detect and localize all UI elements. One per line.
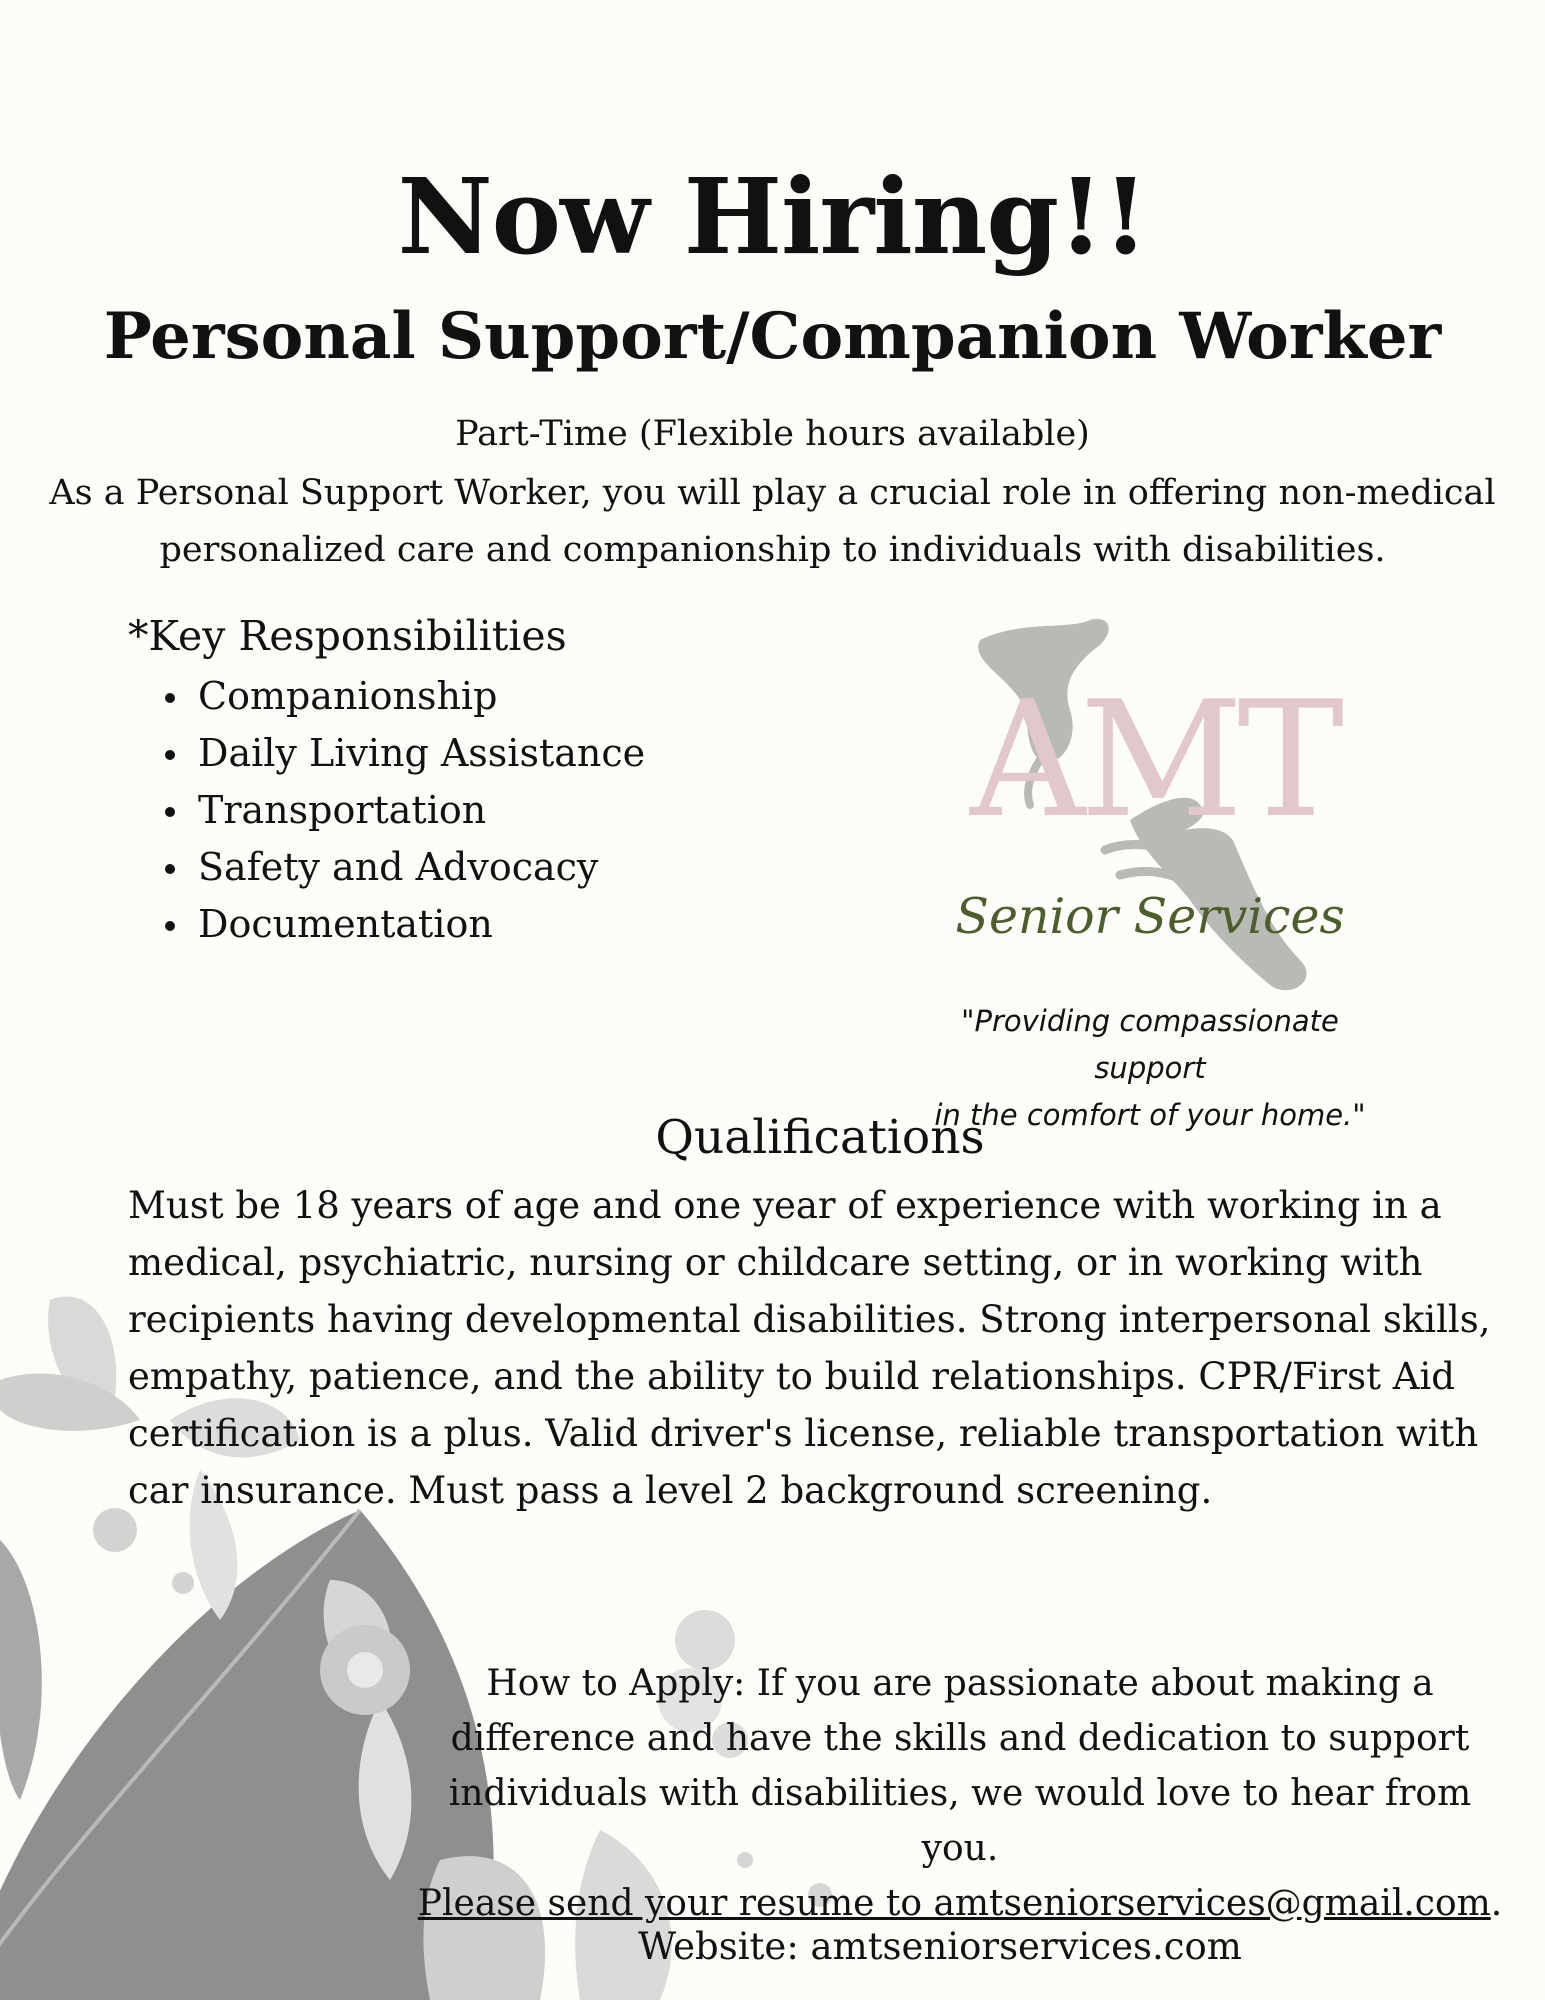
qualifications-heading: Qualifications — [655, 1110, 985, 1165]
qualifications-paragraph: Must be 18 years of age and one year of experience with working in a medical, psychiatric, nursing or childcare setting, or in working with recipients having developmental disabilities. Strong interpersonal skills, empathy, patience, and the ability to build relationships. CPR/First Aid certification is a plus. Valid driver's license, reliable transportation with car insurance. Must pass a level 2 background screening. — [128, 1184, 1491, 1512]
logo-name: Senior Services — [955, 888, 1345, 945]
apply-period: . — [1490, 1883, 1503, 1924]
responsibilities-list — [150, 668, 645, 953]
tagline-line: in the comfort of your home." — [934, 1098, 1366, 1132]
list-item: Transportation — [150, 782, 645, 839]
resume-email-link[interactable]: Please send your resume to amtseniorservices@gmail.com — [417, 1883, 1491, 1924]
tagline-line: "Providing compassionate support — [961, 1004, 1339, 1085]
list-item: Documentation — [150, 896, 645, 953]
responsibilities-heading: *Key Responsibilities — [128, 612, 567, 660]
list-item: Companionship — [150, 668, 645, 725]
apply-text: How to Apply: If you are passionate about making a difference and have the skills and dedication to support individuals with disabilities, we would love to hear from you. — [448, 1663, 1472, 1869]
list-item: Safety and Advocacy — [150, 839, 645, 896]
intro-paragraph: As a Personal Support Worker, you will play a crucial role in offering non-medical personalized care and companionship to individuals with disabilities. — [49, 473, 1496, 570]
company-logo — [930, 600, 1370, 1132]
how-to-apply — [410, 1656, 1510, 1931]
page-title: Now Hiring!! — [397, 155, 1148, 278]
list-item: Daily Living Assistance — [150, 725, 645, 782]
logo-mark: AMT — [970, 666, 1339, 853]
position-title: Personal Support/Companion Worker — [103, 299, 1442, 374]
schedule-text: Part-Time (Flexible hours available) — [455, 414, 1090, 454]
website-text: Website: amtseniorservices.com — [638, 1925, 1242, 1968]
